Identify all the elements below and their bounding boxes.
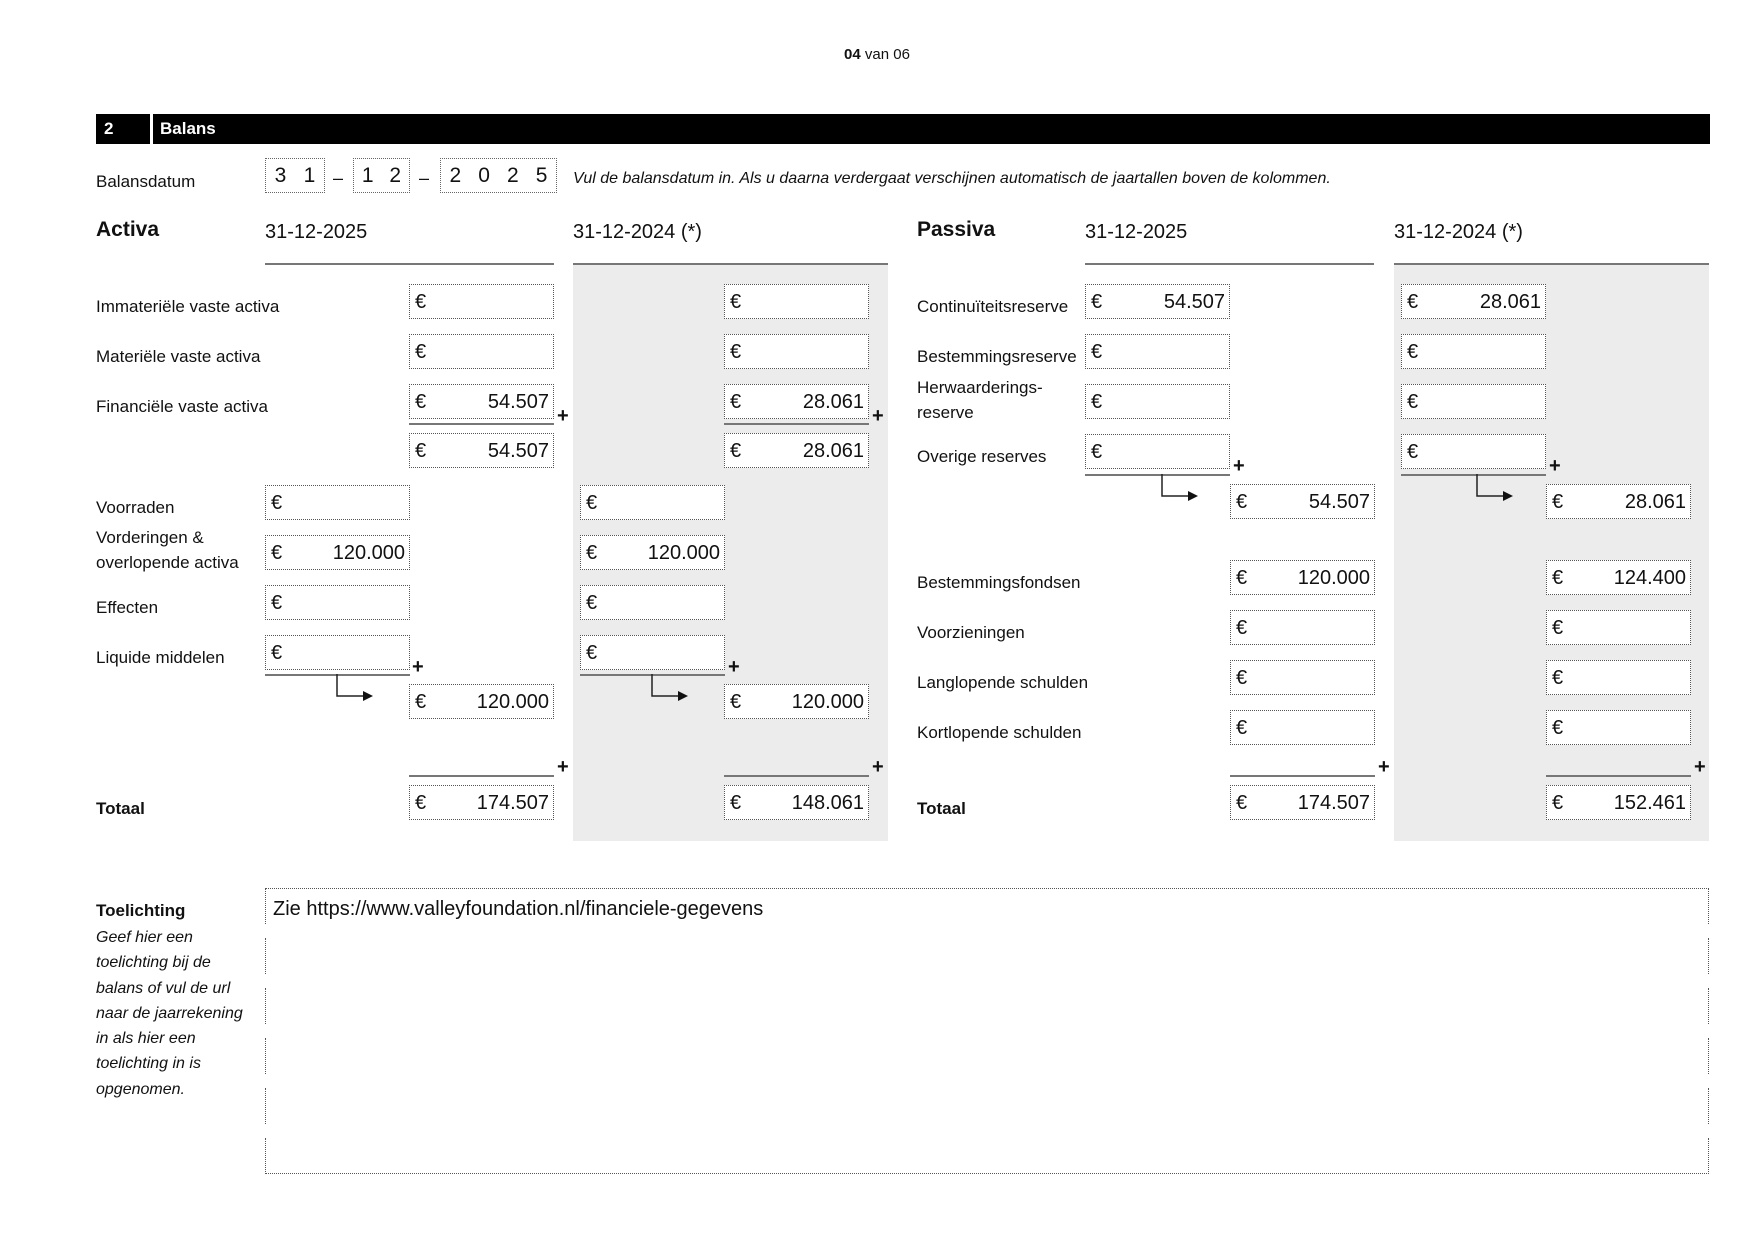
totaal-activa-2024-field[interactable] (724, 785, 869, 820)
row-label-voorraden: Voorraden (96, 498, 175, 517)
langlopende-schulden-2024-field[interactable] (1546, 660, 1691, 695)
financiele-vaste-activa-2024-field[interactable] (724, 384, 869, 419)
balansdatum-month-field[interactable] (353, 158, 410, 193)
day-digit-2: 1 (303, 163, 316, 187)
voorraden-2025-field[interactable] (265, 485, 410, 520)
overige-reserves-2024-field[interactable] (1401, 434, 1546, 469)
euro-sign: € (415, 391, 427, 413)
help-line: naar de jaarrekening (96, 1004, 243, 1022)
plus-sign: + (1378, 756, 1390, 778)
plus-sign: + (1233, 455, 1245, 477)
euro-sign: € (1407, 391, 1419, 413)
euro-sign: € (730, 792, 742, 814)
reserves-subtotaal-2024-field[interactable] (1546, 484, 1691, 519)
reserves-subtotaal-2025-field[interactable] (1230, 484, 1375, 519)
voorraden-2024-field[interactable] (580, 485, 725, 520)
field-value: 120.000 (647, 542, 720, 564)
plus-sign: + (728, 656, 740, 678)
euro-sign: € (415, 691, 427, 713)
toelichting-help-text (96, 925, 243, 1102)
euro-sign: € (1236, 617, 1248, 639)
row-label-vorderingen (96, 525, 239, 575)
euro-sign: € (1552, 792, 1564, 814)
bestemmingsfondsen-2024-field[interactable] (1546, 560, 1691, 595)
field-value: 120.000 (476, 691, 549, 713)
row-label-bestemmingsfondsen: Bestemmingsfondsen (917, 573, 1081, 592)
field-value: 28.061 (1624, 491, 1686, 513)
column-rule (573, 263, 888, 265)
arrow-right-icon (650, 674, 690, 704)
plus-sign: + (872, 756, 884, 778)
effecten-2024-field[interactable] (580, 585, 725, 620)
euro-sign: € (586, 492, 598, 514)
plus-sign: + (1694, 756, 1706, 778)
euro-sign: € (586, 592, 598, 614)
euro-sign: € (415, 291, 427, 313)
balansdatum-day-field[interactable] (265, 158, 325, 193)
bestemmingsreserve-2025-field[interactable] (1085, 334, 1230, 369)
euro-sign: € (1091, 291, 1103, 313)
continuiteitsreserve-2025-field[interactable] (1085, 284, 1230, 319)
row-label-liquide-middelen: Liquide middelen (96, 648, 225, 667)
voorzieningen-2025-field[interactable] (1230, 610, 1375, 645)
vorderingen-2024-field[interactable] (580, 535, 725, 570)
field-value: 54.507 (1308, 491, 1370, 513)
euro-sign: € (415, 341, 427, 363)
day-digit-1: 3 (274, 163, 287, 187)
herwaarderingsreserve-2024-field[interactable] (1401, 384, 1546, 419)
immateriele-vaste-activa-2024-field[interactable] (724, 284, 869, 319)
euro-sign: € (1407, 291, 1419, 313)
bestemmingsreserve-2024-field[interactable] (1401, 334, 1546, 369)
row-label-herwaarderingsreserve (917, 375, 1043, 425)
euro-sign: € (730, 440, 742, 462)
herwaarderingsreserve-2025-field[interactable] (1085, 384, 1230, 419)
section-number: 2 (104, 119, 114, 138)
passiva-current-date: 31-12-2025 (1085, 221, 1188, 243)
liquide-middelen-2024-field[interactable] (580, 635, 725, 670)
euro-sign: € (1552, 717, 1564, 739)
help-line: toelichting in is (96, 1055, 201, 1073)
column-rule (1394, 263, 1709, 265)
euro-sign: € (730, 291, 742, 313)
materiele-vaste-activa-2024-field[interactable] (724, 334, 869, 369)
help-line: balans of vul de url (96, 979, 231, 997)
euro-sign: € (1091, 341, 1103, 363)
year-digit-1: 2 (449, 163, 462, 187)
euro-sign: € (1407, 341, 1419, 363)
euro-sign: € (1091, 391, 1103, 413)
sum-rule (724, 423, 869, 425)
help-line: in als hier een (96, 1030, 196, 1048)
passiva-heading: Passiva (917, 218, 996, 241)
row-label-bestemmingsreserve: Bestemmingsreserve (917, 347, 1077, 366)
toelichting-textarea-line[interactable] (265, 1088, 1709, 1124)
sum-rule (724, 775, 869, 777)
euro-sign: € (271, 542, 283, 564)
help-line: opgenomen. (96, 1080, 185, 1098)
date-separator: – (333, 168, 344, 188)
row-label-kortlopende-schulden: Kortlopende schulden (917, 723, 1082, 742)
row-label-immateriele-vaste-activa: Immateriële vaste activa (96, 297, 280, 316)
balansdatum-year-field[interactable] (440, 158, 557, 193)
bestemmingsfondsen-2025-field[interactable] (1230, 560, 1375, 595)
euro-sign: € (1552, 667, 1564, 689)
effecten-2025-field[interactable] (265, 585, 410, 620)
arrow-right-icon (1160, 474, 1200, 504)
plus-sign: + (412, 656, 424, 678)
activa-previous-date: 31-12-2024 (*) (573, 221, 702, 243)
toelichting-text: Zie https://www.valleyfoundation.nl/financiele-gegevens (273, 898, 764, 920)
field-value: 28.061 (1479, 291, 1541, 313)
row-label-totaal-activa: Totaal (96, 799, 145, 818)
euro-sign: € (1236, 667, 1248, 689)
row-label-line: Vorderingen & (96, 528, 204, 547)
field-value: 120.000 (1297, 567, 1370, 589)
sum-rule (1546, 775, 1691, 777)
field-value: 148.061 (791, 792, 864, 814)
column-rule (1085, 263, 1374, 265)
field-value: 174.507 (1297, 792, 1370, 814)
continuiteitsreserve-2024-field[interactable] (1401, 284, 1546, 319)
voorzieningen-2024-field[interactable] (1546, 610, 1691, 645)
financiele-vaste-activa-2025-field[interactable] (409, 384, 554, 419)
section-divider (150, 114, 153, 144)
row-label-voorzieningen: Voorzieningen (917, 623, 1025, 642)
field-value: 120.000 (332, 542, 405, 564)
month-digit-1: 1 (361, 163, 374, 187)
euro-sign: € (1236, 491, 1248, 513)
euro-sign: € (1407, 441, 1419, 463)
column-rule (265, 263, 554, 265)
sum-rule (409, 775, 554, 777)
field-value: 28.061 (802, 391, 864, 413)
field-value: 120.000 (791, 691, 864, 713)
euro-sign: € (1236, 567, 1248, 589)
vaste-activa-subtotaal-2025-field[interactable] (409, 433, 554, 468)
euro-sign: € (1552, 491, 1564, 513)
row-label-financiele-vaste-activa: Financiële vaste activa (96, 397, 268, 416)
help-line: toelichting bij de (96, 954, 211, 972)
vaste-activa-subtotaal-2024-field[interactable] (724, 433, 869, 468)
row-label-materiele-vaste-activa: Materiële vaste activa (96, 347, 261, 366)
euro-sign: € (1091, 441, 1103, 463)
passiva-previous-date: 31-12-2024 (*) (1394, 221, 1523, 243)
toelichting-textarea-line[interactable] (265, 988, 1709, 1024)
vlottende-activa-subtotaal-2024-field[interactable] (724, 684, 869, 719)
field-value: 152.461 (1613, 792, 1686, 814)
euro-sign: € (730, 691, 742, 713)
euro-sign: € (1236, 717, 1248, 739)
euro-sign: € (586, 542, 598, 564)
vlottende-activa-subtotaal-2025-field[interactable] (409, 684, 554, 719)
sum-rule (1230, 775, 1375, 777)
field-value: 54.507 (487, 440, 549, 462)
vorderingen-2025-field[interactable] (265, 535, 410, 570)
toelichting-textarea-line[interactable] (265, 1138, 1709, 1174)
row-label-overige-reserves: Overige reserves (917, 447, 1047, 466)
toelichting-textarea-line[interactable] (265, 1038, 1709, 1074)
row-label-line: reserve (917, 403, 974, 422)
year-digit-4: 5 (535, 163, 548, 187)
year-digit-3: 2 (507, 163, 519, 187)
euro-sign: € (271, 492, 283, 514)
row-label-langlopende-schulden: Langlopende schulden (917, 673, 1089, 692)
year-digit-2: 0 (478, 163, 490, 187)
euro-sign: € (586, 642, 598, 664)
euro-sign: € (415, 792, 427, 814)
totaal-activa-2025-field[interactable] (409, 785, 554, 820)
page-current: 04 (844, 46, 861, 63)
row-label-line: Herwaarderings- (917, 378, 1043, 397)
euro-sign: € (1552, 567, 1564, 589)
balansdatum-hint: Vul de balansdatum in. Als u daarna verdergaat verschijnen automatisch de jaartallen boven de kolommen. (573, 170, 1331, 187)
plus-sign: + (1549, 455, 1561, 477)
row-label-line: overlopende activa (96, 553, 239, 572)
field-value: 174.507 (476, 792, 549, 814)
overige-reserves-2025-field[interactable] (1085, 434, 1230, 469)
row-label-totaal-passiva: Totaal (917, 799, 966, 818)
langlopende-schulden-2025-field[interactable] (1230, 660, 1375, 695)
euro-sign: € (730, 341, 742, 363)
sum-rule (1401, 474, 1546, 476)
euro-sign: € (415, 440, 427, 462)
section-title: Balans (160, 119, 216, 138)
page-total: van 06 (864, 46, 910, 63)
field-value: 28.061 (802, 440, 864, 462)
toelichting-title: Toelichting (96, 901, 186, 920)
help-line: Geef hier een (96, 929, 193, 946)
totaal-passiva-2025-field[interactable] (1230, 785, 1375, 820)
plus-sign: + (557, 405, 569, 427)
field-value: 54.507 (1163, 291, 1225, 313)
totaal-passiva-2024-field[interactable] (1546, 785, 1691, 820)
kortlopende-schulden-2024-field[interactable] (1546, 710, 1691, 745)
row-label-effecten: Effecten (96, 598, 159, 617)
liquide-middelen-2025-field[interactable] (265, 635, 410, 670)
arrow-right-icon (335, 674, 375, 704)
sum-rule (409, 423, 554, 425)
plus-sign: + (872, 405, 884, 427)
activa-current-date: 31-12-2025 (265, 221, 368, 243)
euro-sign: € (271, 642, 283, 664)
euro-sign: € (1236, 792, 1248, 814)
toelichting-textarea-line[interactable] (265, 888, 1709, 924)
section-header (96, 114, 1710, 144)
plus-sign: + (557, 756, 569, 778)
toelichting-textarea-line[interactable] (265, 938, 1709, 974)
field-value: 124.400 (1613, 567, 1686, 589)
materiele-vaste-activa-2025-field[interactable] (409, 334, 554, 369)
activa-heading: Activa (96, 218, 160, 241)
kortlopende-schulden-2025-field[interactable] (1230, 710, 1375, 745)
arrow-right-icon (1475, 474, 1515, 504)
euro-sign: € (271, 592, 283, 614)
euro-sign: € (730, 391, 742, 413)
euro-sign: € (1552, 617, 1564, 639)
page-number (0, 46, 1754, 63)
immateriele-vaste-activa-2025-field[interactable] (409, 284, 554, 319)
field-value: 54.507 (487, 391, 549, 413)
date-separator: – (419, 168, 430, 188)
sum-rule (1085, 474, 1230, 476)
balansdatum-label: Balansdatum (96, 172, 196, 191)
row-label-continuiteitsreserve: Continuïteitsreserve (917, 297, 1069, 316)
month-digit-2: 2 (389, 163, 402, 187)
